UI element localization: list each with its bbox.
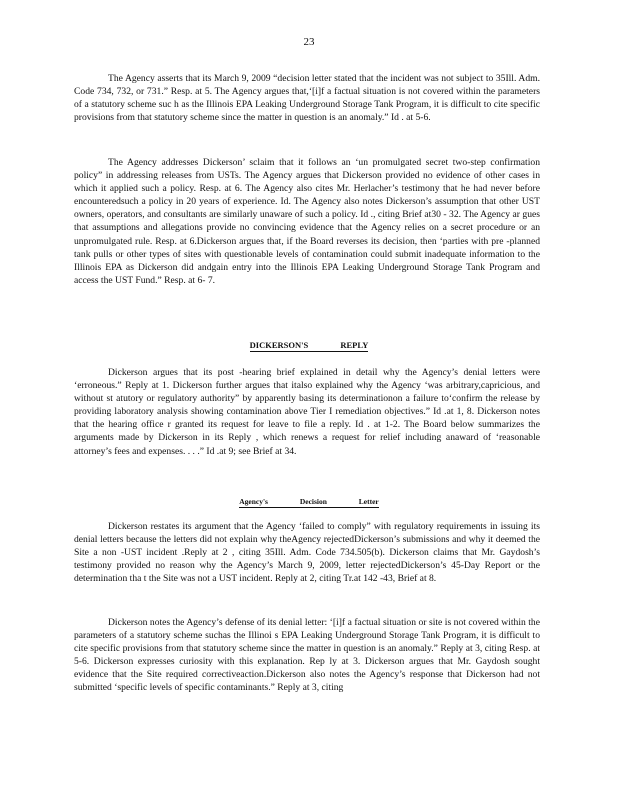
paragraph-text: The Agency asserts that its March 9, 2009 “decision letter stated that the incident was not subject to 35Ill. Adm. Code 734, 732, or 731.” Resp. at 5. The Agency argues that,‘[i]f a factual situation is not covered within the parameters of a statutory scheme suc h as the Illinois EPA Leaking Underground Storage Tank Program, it is difficult to cite specific provisions from that statutory scheme since the matter in question is an anomaly.” Id . at 5-6. <box>74 73 540 124</box>
paragraph-agency-defense <box>74 616 540 695</box>
paragraph-text: The Agency addresses Dickerson’ sclaim that it follows an ‘un promulgated secret two-step confirmation policy” in addressing releases from USTs. The Agency argues that Dickerson provided no evidence of other cases in which it applied such a policy. Resp. at 6. The Agency also cites Mr. Herlacher’s testimony that he had never before encounteredsuch a policy in 20 years of experience. Id. The Agency also notes Dickerson’s assumption that other UST owners, operators, and consultants are similarly unaware of such a policy. Id ., citing Brief at30 - 32. The Agency ar gues that assumptions and allegations provide no convincing evidence that the Agency relies on a secret procedure or an unpromulgated rule. Resp. at 6.Dickerson argues that, if the Board reverses its decision, then ‘parties with pre -planned tank pulls or other types of sites with questionable levels of contamination could submit inadequate information to the Illinois EPA as Dickerson did andgain entry into the Illinois EPA Leaking Underground Storage Tank Program and access the UST Fund.” Resp. at 6- 7. <box>74 157 540 286</box>
section-heading-reply <box>0 340 618 350</box>
paragraph-text: Dickerson notes the Agency’s defense of its denial letter: ‘[i]f a factual situation or site is not covered within the parameters of a statutory scheme suchas the Illinoi s EPA Leaking Underground Storage Tank Program, it is difficult to cite specific provisions from that statutory scheme since the matter in question is an anomaly.” Reply at 3, citing Resp. at 5-6. Dickerson expresses curiosity with this explanation. Rep ly at 3. Dickerson argues that Mr. Gaydosh sought evidence that the Site required correctiveaction.Dickerson also notes the Agency’s response that Dickerson had not submitted ‘specific levels of specific contaminants.” Reply at 3, citing <box>74 617 540 694</box>
page-number: 23 <box>303 36 315 48</box>
paragraph-text: Dickerson restates its argument that the Agency ‘failed to comply” with regulatory requirements in issuing its denial letters because the letters did not explain why theAgency rejectedDickerson’s submissions and why it deemed the Site a non -UST incident .Reply at 2 , citing 35Ill. Adm. Code 734.505(b). Dickerson claims that Mr. Gaydosh’s testimony provided no reason why the Agency’s March 9, 2009, letter rejectedDickerson’s 45-Day Report or the determination tha t the Site was not a UST incident. Reply at 2, citing Tr.at 142 -43, Brief at 8. <box>74 521 540 585</box>
paragraph-text: Dickerson argues that its post -hearing brief explained in detail why the Agency’s denial letters were ‘erroneous.” Reply at 1. Dickerson further argues that italso explained why the Agency ‘was arbitrary,capricious, and without st atutory or regulatory authority” by apparently basing its determinationon a failure to‘confirm the release by providing laboratory analysis showing contamination above Tier I remediation objectives.” Id .at 1, 8. Dickerson notes that the hearing office r granted its request for leave to file a reply. Id . at 1-2. The Board below summarizes the arguments made by Dickerson in its Reply , which renews a request for relief including anaward of ‘reasonable attorney’s fees and expenses. . . .” Id .at 9; see Brief at 34. <box>74 367 540 457</box>
heading-text: DICKERSON'S REPLY <box>249 340 369 350</box>
paragraph-agency-assertion <box>74 72 540 124</box>
section-heading-decision-letter <box>0 496 618 506</box>
paragraph-decision-letter <box>74 520 540 585</box>
heading-text: Agency's Decision Letter <box>239 497 379 506</box>
paragraph-reply-summary <box>74 366 540 458</box>
paragraph-agency-policy <box>74 156 540 287</box>
